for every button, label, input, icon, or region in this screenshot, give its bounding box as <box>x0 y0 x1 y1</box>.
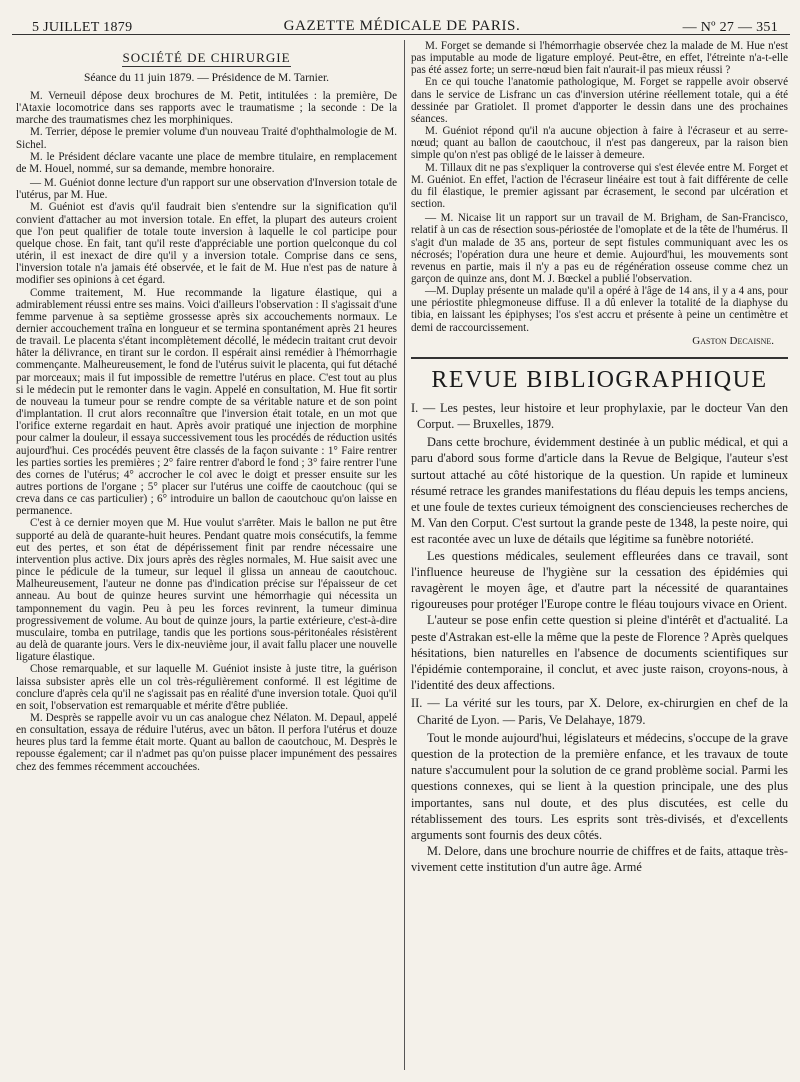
signature: Gaston Decaisne. <box>692 334 774 347</box>
paragraph: L'auteur se pose enfin cette question si pleine d'intérêt et d'actualité. La peste d'Astrakan est-elle la même que la peste de Florence ? Après quelques hésitations, bien naturelles en l'absence de documents scientifiques sur l'épidémie contemporaine, il conclut, et avec juste raison, croyons-nous, à l'identité des deux affections. <box>411 613 788 693</box>
issue-date: 5 JUILLET 1879 <box>32 20 133 35</box>
paragraph: Tout le monde aujourd'hui, législateurs et médecins, s'occupe de la grave question de la protection de la première enfance, et les travaux de toute nature s'accumulent pour la solution de ce grand problème social. Parmi les questions connexes, qui se lient à la question principale, une des plus importantes, sans nul doute, et des plus discutées, est celle du rétablissement des tours. Les esprits sont très-divisés, et d'excellents arguments sont fournis des deux côtés. <box>411 730 788 843</box>
paragraph: M. Forget se demande si l'hémorrhagie observée chez la malade de M. Hue n'est pas imputable au mode de ligature employé. Peut-être, en effet, l'étreinte n'a-t-elle pas été assez forte; un serre-nœud bien fait n'aurait-il pas mieux réussi ? <box>411 40 788 77</box>
left-column <box>16 40 397 1078</box>
section-rule <box>411 357 788 359</box>
paragraph: Comme traitement, M. Hue recommande la ligature élastique, qui a admirablement réussi entre ses mains. Voici d'ailleurs l'observation : Il s'agissait d'une femme parvenue à sa septième grossesse après six accouchements normaux. Le dernier accouchement traîna en longueur et se termina spontanément après 21 heures de travail. Le placenta s'étant incomplètement décollé, le médecin traitant crut devoir hâter la délivrance, en tirant sur le cordon. Il espérait ainsi remédier à l'hémorrhagie commençante. Malheureusement, le fond de l'utérus suivit le placenta, qui fut détaché par morceaux; mais il fut impossible de remettre l'utérus en place. C'est tout au plus si le médecin put le remonter dans le vagin. Appelé en consultation, M. Hue fit sortir de nouveau la tumeur pour se rendre compte de sa véritable nature et de son point d'implantation. Il crut alors reconnaître que l'inversion était totale, en un mot que l'orifice externe regardait en haut. Après avoir pratiqué une injection de morphine pour calmer la douleur, il essaya successivement tous les procédés de réduction usités aujourd'hui. Ces procédés peuvent être classés de la façon suivante : 1° Faire rentrer les parties sorties les premières ; 2° faire rentrer d'abord le fond ; 3° faire rentrer l'une des cornes de l'utérus; 4° accrocher le col avec le doigt et presser ensuite sur les autres portions de l'organe ; 5° placer sur l'utérus une coiffe de caoutchouc (qui se creva dans ce cas particulier) ; 6° introduire un ballon de caoutchouc qu'on laisse en permanence. <box>16 286 397 518</box>
paragraph: — M. Nicaise lit un rapport sur un travail de M. Brigham, de San-Francisco, relatif à un cas de résection sous-périostée de l'omoplate et de la tête de l'humérus. Il s'agit d'un malade de 35 ans, porteur de sept fistules communiquant avec les os nécrosés; l'opération dura une heure et demie. Aujourd'hui, les mouvements sont revenus en partie, mais il n'y a pas eu de régénération osseuse comme chez un garçon de quinze ans, dont M. J. Bœckel a publié l'observation. <box>411 212 788 285</box>
header-rule <box>12 34 790 35</box>
paragraph: Chose remarquable, et sur laquelle M. Guéniot insiste à juste titre, la guérison laissa subsister après elle un col très-régulièrement conformé. Il est légitime de conclure d'après cela qu'il ne s'agissait pas en réalité d'une inversion totale. Quoi qu'il en soit, l'observation est remarquable et mérite d'être publiée. <box>16 663 397 712</box>
right-column <box>411 40 788 1078</box>
paragraph: Les questions médicales, seulement effleurées dans ce travail, sont l'influence heureuse de l'hygiène sur la cessation des épidémies qui ravagèrent le moyen âge, et d'autre part la nécessité de quarantaines rigoureuses pour protéger l'Europe contre le fléau toujours vivace en Orient. <box>411 548 788 612</box>
paragraph: —M. Duplay présente un malade qu'il a opéré à l'âge de 14 ans, il y a 4 ans, pour une périostite phlegmoneuse diffuse. Il a dû enlever la totalité de la diaphyse du tibia, en laissant les épiphyses; l'os s'est accru et présente à peine un centimètre et demi de raccourcissement. <box>411 285 788 334</box>
paragraph: M. le Président déclare vacante une place de membre titulaire, en remplacement de M. Houel, nommé, sur sa demande, membre honoraire. <box>16 150 397 175</box>
paragraph: M. Tillaux dit ne pas s'expliquer la controverse qui s'est élevée entre M. Forget et M. Guéniot. En effet, l'action de l'écraseur linéaire est tout à fait différente de celle du fil élastique, le premier agissant par écrasement, le second par ulcération et section. <box>411 161 788 211</box>
paragraph: M. Verneuil dépose deux brochures de M. Petit, intitulées : la première, De l'Ataxie locomotrice dans ses rapports avec le traumatisme ; la seconde : De la marche des traumatismes chez les morphiniques. <box>16 90 397 127</box>
society-continuation <box>411 40 788 347</box>
paragraph: C'est à ce dernier moyen que M. Hue voulut s'arrêter. Mais le ballon ne put être supporté au delà de quarante-huit heures. Pendant quatre mois consécutifs, la femme eut des pertes, et son état de dépérissement finit par rendre nécessaire une intervention plus active. Dix jours après des règles normales, M. Hue saisit avec une pince le pédicule de la tumeur, sur lequel il glissa un anneau de caoutchouc. Malheureusement, l'auteur ne donne pas d'indication précise sur l'épaisseur de cet anneau. Au bout de quinze heures survint une hémorrhagie qui nécessita un tamponnement du vagin. Peu à peu les forces revinrent, la tumeur diminua progressivement de volume. Au bout de quinze jours, la partie extérieure, c'est-à-dire musculaire, tomba en putrilage, tandis que les portions sous-péritonéales résistèrent au delà de quarante jours. Vers le dix-neuvième jour, il avait fallu placer une nouvelle ligature élastique. <box>16 517 397 664</box>
journal-title: GAZETTE MÉDICALE DE PARIS. <box>283 18 521 34</box>
paragraph: En ce qui touche l'anatomie pathologique, M. Forget se rappelle avoir observé dans le service de Lisfranc un cas d'inversion utérine réellement totale, qui a été dessinée par Gratiolet. Il promet d'apporter le dessin dans une des prochaines séances. <box>411 76 788 125</box>
paragraph: Dans cette brochure, évidemment destinée à un public médical, et qui a paru d'abord sous forme d'article dans la Revue de Belgique, l'auteur s'est surtout attaché au côté historique de la question. Un rapide et lumineux résumé retrace les grandes manifestations du fléau depuis les temps anciens, et une foule de textes curieux témoignent des consciencieuses recherches de M. Van den Corput. C'est surtout la grande peste de 1348, la peste noire, qui est racontée avec un luxe de détails que légitime sa funèbre notoriété. <box>411 435 788 547</box>
paragraph: M. Terrier, dépose le premier volume d'un nouveau Traité d'ophthalmologie de M. Sichel. <box>16 126 397 151</box>
bibliography <box>411 400 788 876</box>
paragraph: M. Guéniot répond qu'il n'a aucune objection à faire à l'écraseur et au serre-nœud; quant au ballon de caoutchouc, il n'est pas dangereux, par la raison bien simple qu'on n'est pas obligé de le laisser à demeure. <box>411 125 788 162</box>
bibliography-entry: I. — Les pestes, leur histoire et leur prophylaxie, par le docteur Van den Corput. — Bruxelles, 1879. <box>411 400 788 431</box>
paragraph: — M. Guéniot donne lecture d'un rapport sur une observation d'Inversion totale de l'utérus, par M. Hue. <box>16 177 397 202</box>
columns <box>16 40 790 1078</box>
revue-title: REVUE BIBLIOGRAPHIQUE <box>431 366 768 393</box>
page-number: — Nº 27 — 351 <box>682 20 778 35</box>
session-line: Séance du 11 juin 1879. — Présidence de M. Tarnier. <box>83 72 330 84</box>
paragraph: M. Delore, dans une brochure nourrie de chiffres et de faits, attaque très-vivement cette institution d'un autre âge. Armé <box>411 844 788 875</box>
paragraph: M. Guéniot est d'avis qu'il faudrait bien s'entendre sur la signification qu'il convient d'attacher au mot inversion totale. En effet, la plupart des auteurs croient que l'on peut qualifier de totale toute inversion à laquelle le col participe pour quelque chose. En fait, tant qu'il reste d'appréciable une portion quelconque du col utérin, il est inexact de dire qu'il y a inversion totale. Comprise dans ce sens, l'inversion totale n'a jamais été observée, et le fait de M. Hue n'est pas de nature à modifier ses opinions à cet égard. <box>16 201 397 287</box>
running-head <box>14 8 790 34</box>
paragraph: M. Desprès se rappelle avoir vu un cas analogue chez Nélaton. M. Depaul, appelé en consultation, essaya de réduire l'utérus, avec un bâton. Il perfora l'utérus et douze heures plus tard la femme était morte. Quant au ballon de caoutchouc, M. Desprès le repousse également; car il n'admet pas qu'on puisse placer impunément des pessaires chez des femmes récemment accouchées. <box>16 711 397 773</box>
bibliography-entry: II. — La vérité sur les tours, par X. Delore, ex-chirurgien en chef de la Charité de Lyon. — Paris, Ve Delahaye, 1879. <box>411 696 788 727</box>
section-title: SOCIÉTÉ DE CHIRURGIE <box>122 50 291 65</box>
column-separator <box>404 40 405 1070</box>
